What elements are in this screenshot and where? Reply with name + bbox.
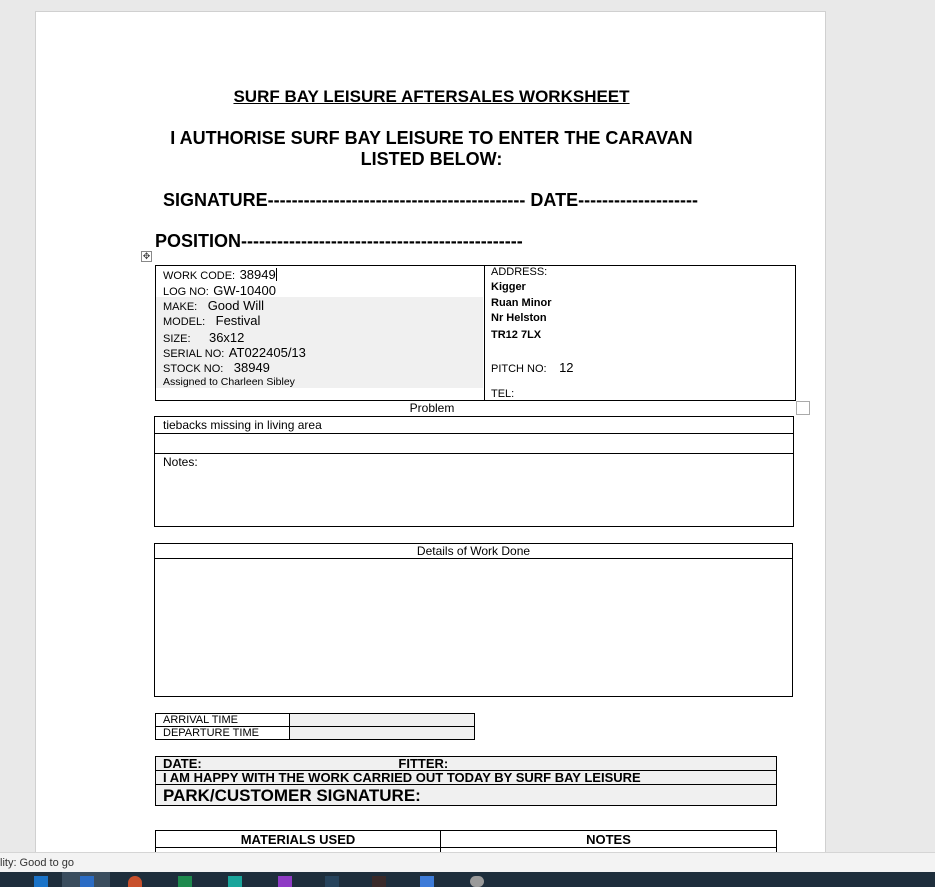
materials-used-header: MATERIALS USED (156, 831, 441, 848)
assigned-to: Assigned to Charleen Sibley (163, 376, 295, 388)
address-line: Kigger (491, 281, 526, 293)
departure-time-label: DEPARTURE TIME (156, 727, 290, 740)
start-icon[interactable] (34, 876, 48, 887)
word-icon[interactable] (80, 876, 94, 887)
departure-time-field[interactable] (290, 727, 475, 740)
caravan-info-table (155, 265, 796, 401)
arrival-time-field[interactable] (290, 714, 475, 727)
tel-label: TEL: (491, 388, 515, 400)
address-line: Nr Helston (491, 312, 547, 324)
stock-no-row: STOCK NO: 38949 (163, 360, 270, 375)
problem-text-cell[interactable]: tiebacks missing in living area (154, 416, 794, 434)
powerpoint-icon[interactable] (128, 876, 142, 887)
problem-blank-cell[interactable] (154, 433, 794, 454)
notes-header: NOTES (441, 831, 777, 848)
taskbar (0, 872, 935, 887)
address-line: Ruan Minor (491, 297, 552, 309)
log-no-row: LOG NO: GW-10400 (163, 283, 276, 298)
table-move-handle-icon[interactable]: ✥ (142, 251, 151, 261)
model-row: MODEL: Festival (163, 313, 261, 328)
serial-no-row: SERIAL NO: AT022405/13 (163, 345, 306, 360)
dropbox-icon[interactable] (420, 876, 434, 887)
customer-signature-field[interactable]: PARK/CUSTOMER SIGNATURE: (156, 785, 777, 806)
times-table (155, 713, 475, 740)
authorisation-text: I AUTHORISE SURF BAY LEISURE TO ENTER THE CARAVAN LISTED BELOW: (170, 128, 693, 169)
work-done-cell[interactable] (154, 558, 793, 697)
onenote-icon[interactable] (278, 876, 292, 887)
accessibility-status[interactable]: lity: Good to go (0, 857, 74, 869)
app-icon[interactable] (372, 876, 386, 887)
problem-heading: Problem (409, 401, 455, 415)
date-fitter-row[interactable] (156, 757, 777, 771)
satisfaction-statement: I AM HAPPY WITH THE WORK CARRIED OUT TODAY BY SURF BAY LEISURE (156, 771, 777, 785)
pitch-row: PITCH NO: 12 (491, 360, 574, 375)
checkbox[interactable] (796, 401, 810, 415)
date-label: DATE: (163, 756, 202, 771)
work-code-row: WORK CODE: 38949 (163, 267, 276, 282)
signature-line: SIGNATURE------------------------------------------- DATE-------------------- (163, 190, 698, 210)
work-code-value[interactable]: 38949 (239, 267, 276, 282)
app-icon[interactable] (470, 876, 484, 887)
signoff-table (155, 756, 777, 806)
address-label: ADDRESS: (491, 266, 548, 278)
size-row: SIZE: 36x12 (163, 330, 245, 345)
work-done-heading-cell: Details of Work Done (154, 543, 793, 559)
document-title: SURF BAY LEISURE AFTERSALES WORKSHEET (233, 87, 630, 106)
status-bar (0, 852, 935, 873)
address-postcode: TR12 7LX (491, 329, 542, 341)
make-row: MAKE: Good Will (163, 298, 265, 313)
fitter-label: FITTER: (398, 756, 449, 771)
app-icon[interactable] (325, 876, 339, 887)
position-line: POSITION----------------------------------------------- (155, 231, 523, 251)
text-cursor (276, 268, 277, 281)
excel-icon[interactable] (178, 876, 192, 887)
document-page (35, 11, 826, 861)
arrival-time-label: ARRIVAL TIME (156, 714, 290, 727)
app-icon[interactable] (228, 876, 242, 887)
notes-cell[interactable]: Notes: (154, 453, 794, 527)
